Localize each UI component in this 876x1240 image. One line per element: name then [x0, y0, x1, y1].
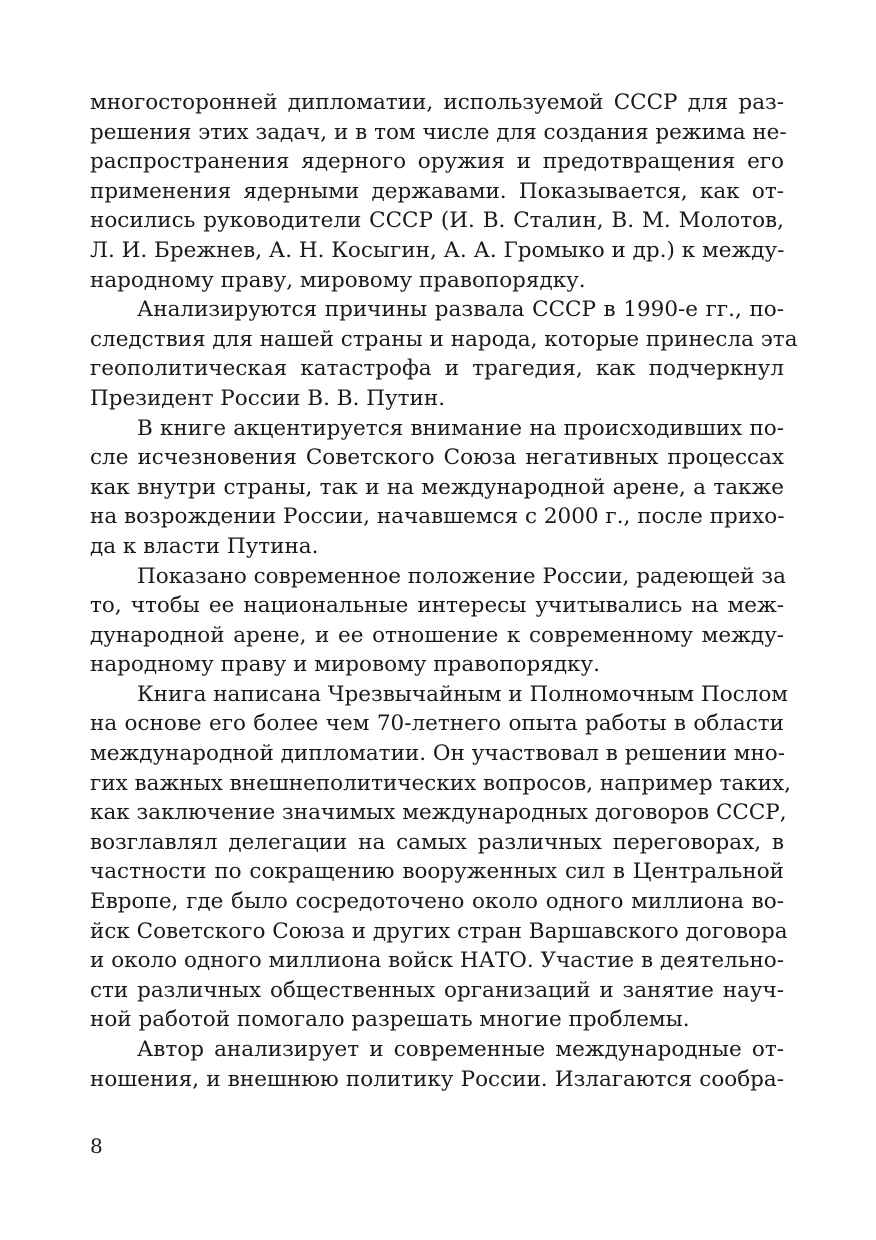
text-line: геополитическая катастрофа и трагедия, как подчеркнул	[90, 356, 784, 382]
text-line: сти различных общественных организаций и занятие науч-	[90, 977, 784, 1003]
text-line: на возрождении России, начавшемся с 2000 г., после прихо-	[90, 504, 785, 530]
text-line: народному праву и мировому правопорядку.	[90, 652, 600, 678]
text-line: как заключение значимых международных договоров СССР,	[90, 800, 787, 826]
text-line: и около одного миллиона войск НАТО. Участие в деятельно-	[90, 948, 784, 974]
text-line: Л. И. Брежнев, А. Н. Косыгин, А. А. Громыко и др.) к между-	[90, 237, 785, 263]
text-line: сле исчезновения Советского Союза негативных процессах	[90, 445, 784, 471]
text-line: Президент России В. В. Путин.	[90, 385, 446, 411]
text-line: народному праву, мировому правопорядку.	[90, 267, 586, 293]
paragraph-4	[90, 562, 784, 680]
text-line: йск Советского Союза и других стран Варшавского договора	[90, 918, 788, 944]
text-line: многосторонней дипломатии, используемой СССР для раз-	[90, 90, 784, 115]
paragraph-1	[90, 88, 787, 295]
text-line: как внутри страны, так и на международной арене, а также	[90, 474, 784, 500]
text-line: международной дипломатии. Он участвовал в решении мно-	[90, 741, 786, 767]
text-line: дународной арене, и ее отношение к современному между-	[90, 622, 784, 648]
text-line: гих важных внешнеполитических вопросов, например таких,	[90, 770, 791, 796]
paragraph-2	[90, 295, 798, 413]
text-line: Анализируются причины развала СССР в 1990-е гг., по-	[137, 297, 784, 323]
text-line: носились руководители СССР (И. В. Сталин, В. М. Молотов,	[90, 208, 784, 234]
text-line: Книга написана Чрезвычайным и Полномочным Послом	[137, 681, 789, 707]
text-line: следствия для нашей страны и народа, которые принесла эта	[90, 326, 798, 352]
paragraph-5	[90, 680, 791, 1035]
text-line: то, чтобы ее национальные интересы учитывались на меж-	[90, 593, 784, 619]
body-text	[90, 88, 798, 1094]
text-line: ношения, и внешнюю политику России. Излагаются сообра-	[90, 1066, 784, 1092]
page-number: 8	[90, 1134, 103, 1158]
text-line: Европе, где было сосредоточено около одного миллиона во-	[90, 889, 784, 915]
text-line: на основе его более чем 70-летнего опыта работы в области	[90, 711, 784, 737]
paragraph-3	[90, 414, 784, 562]
paragraph-6	[90, 1035, 784, 1094]
text-line: применения ядерными державами. Показывается, как от-	[90, 178, 784, 204]
text-line: решения этих задач, и в том числе для создания режима не-	[90, 119, 787, 145]
text-line: частности по сокращению вооруженных сил в Центральной	[90, 859, 784, 885]
text-line: распространения ядерного оружия и предотвращения его	[90, 149, 784, 175]
text-line: да к власти Путина.	[90, 533, 319, 559]
text-line: Автор анализирует и современные международные от-	[137, 1037, 784, 1062]
text-line: возглавлял делегации на самых различных переговорах, в	[90, 829, 784, 855]
text-line: Показано современное положение России, радеющей за	[137, 563, 786, 589]
text-line: В книге акцентируется внимание на происходивших по-	[137, 415, 784, 441]
text-line: ной работой помогало разрешать многие проблемы.	[90, 1007, 690, 1033]
